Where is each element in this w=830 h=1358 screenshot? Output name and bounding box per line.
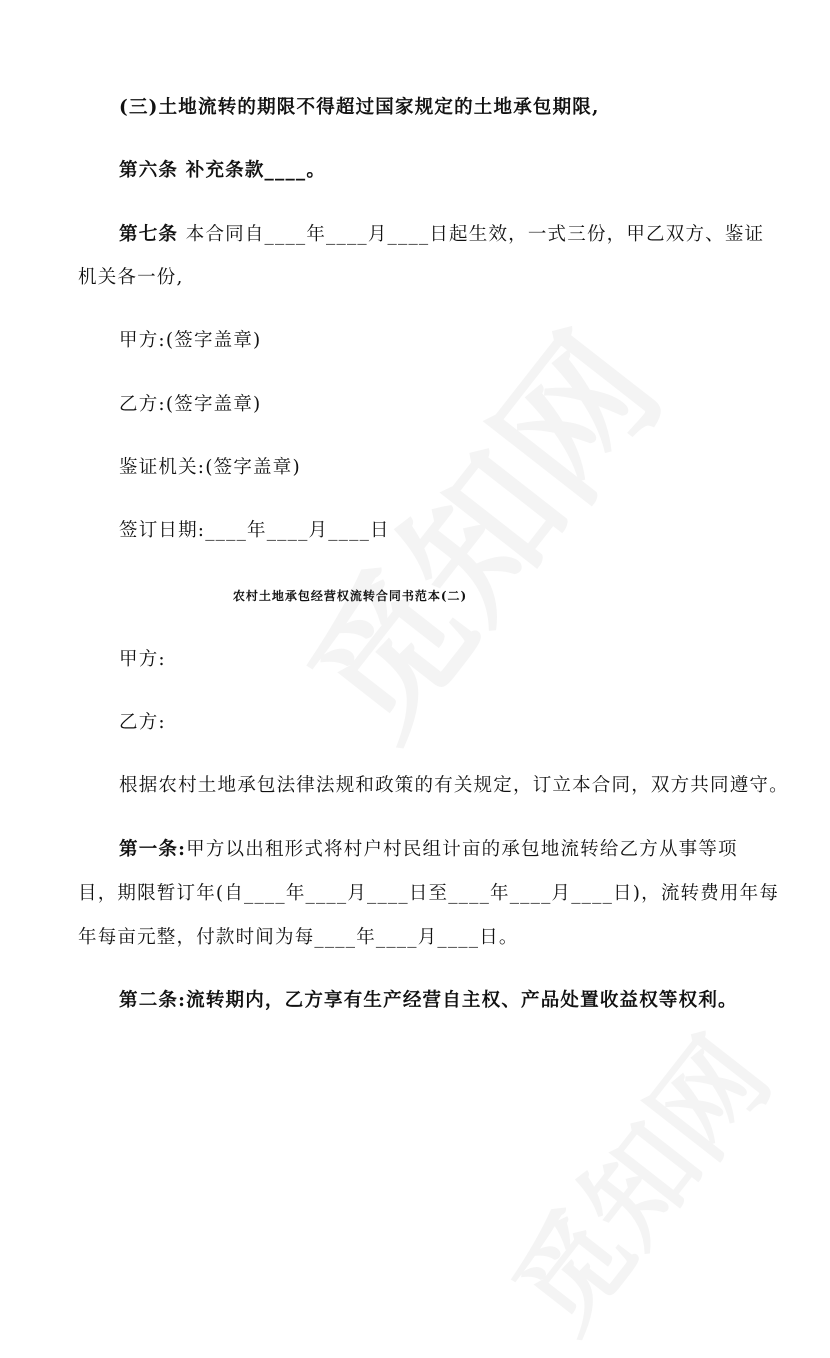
section-title: 农村土地承包经营权流转合同书范本(二)	[232, 589, 468, 603]
article-2: 第二条:流转期内，乙方享有生产经营自主权、产品处置收益权等权利。	[119, 990, 738, 1011]
party-a-line: 甲方:	[119, 649, 166, 670]
article-1-heading: 第一条:	[119, 839, 187, 860]
article-1-continuation-2: 年每亩元整，付款时间为每____年____月____日。	[78, 927, 519, 948]
clause-3-term-limit: (三)土地流转的期限不得超过国家规定的土地承包期限,	[119, 97, 600, 118]
watermark-bottom	[471, 1000, 799, 1357]
party-b-line: 乙方:	[119, 712, 166, 733]
article-7-heading: 第七条	[119, 224, 186, 245]
article-7-text: 本合同自____年____月____日起生效，一式三份，甲乙双方、鉴证	[185, 224, 765, 245]
party-b-signature: 乙方:(签字盖章)	[119, 394, 262, 415]
preamble: 根据农村土地承包法律法规和政策的有关规定，订立本合同，双方共同遵守。	[119, 775, 789, 796]
article-6-supplementary: 第六条 补充条款____。	[119, 160, 327, 181]
article-7-continuation: 机关各一份,	[78, 267, 184, 288]
article-7-effective	[119, 226, 764, 245]
article-1-text: 甲方以出租形式将村户村民组计亩的承包地流转给乙方从事等项	[186, 839, 738, 860]
signing-date: 签订日期:____年____月____日	[119, 520, 390, 541]
authority-signature: 鉴证机关:(签字盖章)	[119, 457, 301, 478]
article-1-continuation-1: 目，期限暂订年(自____年____月____日至____年____月____日)，流转费用年每	[78, 883, 780, 904]
party-a-signature: 甲方:(签字盖章)	[119, 330, 262, 351]
article-1	[119, 841, 738, 860]
